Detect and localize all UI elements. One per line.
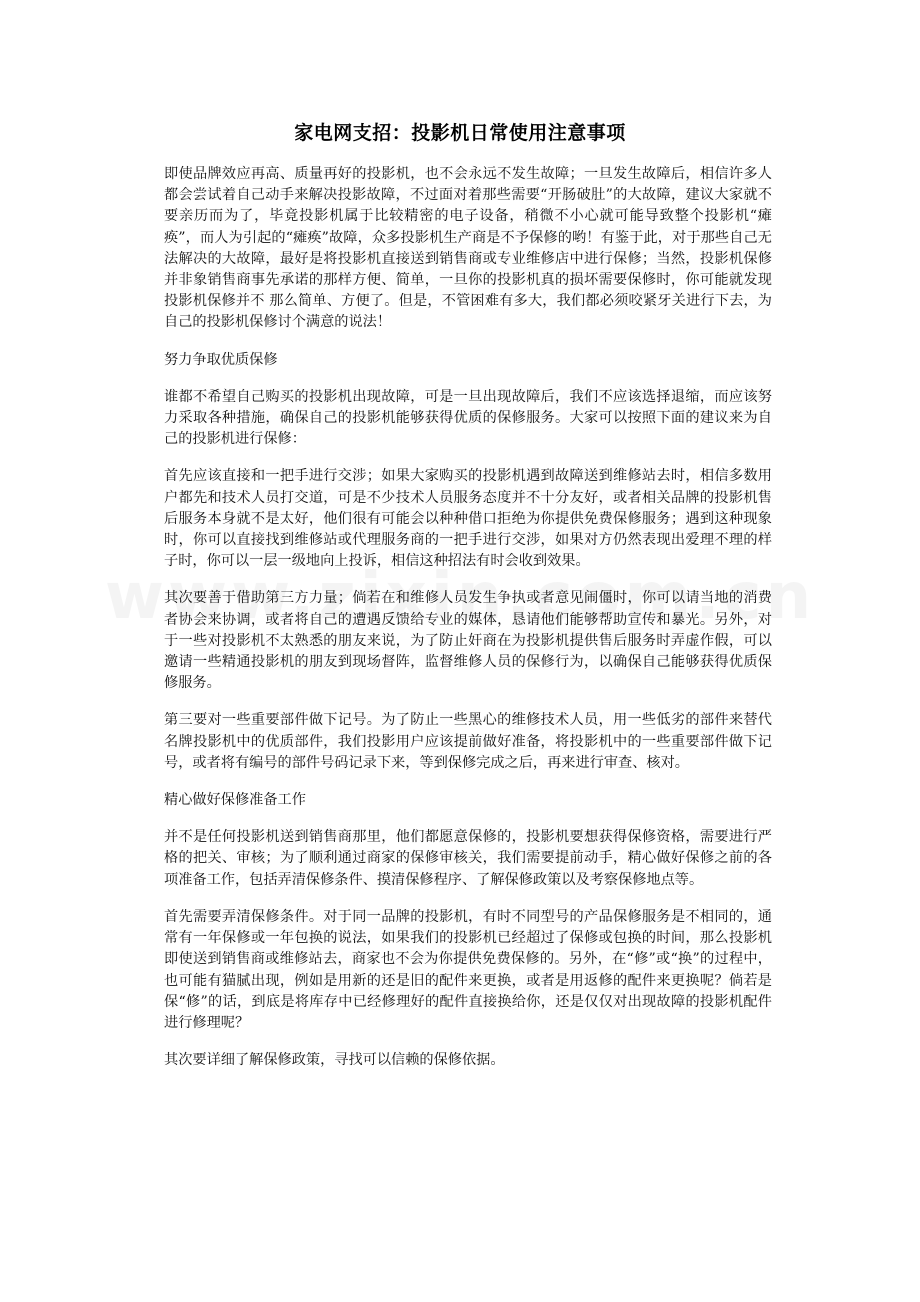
paragraph: 第三要对一些重要部件做下记号。为了防止一些黑心的维修技术人员，用一些低劣的部件来替代名牌投影机中的优质部件，我们投影用户应该提前做好准备，将投影机中的一些重要部件做下记号，或者将有编号的部件号码记录下来，等到保修完成之后，再来进行审查、核对。 [164,712,772,771]
paragraph: 其次要详细了解保修政策，寻找可以信赖的保修依据。 [164,1052,505,1069]
paragraph: 首先应该直接和一把手进行交涉；如果大家购买的投影机遇到故障送到维修站去时，相信多数用户都先和技术人员打交道，可是不少技术人员服务态度并不十分友好，或者相关品牌的投影机售后服务本身就不是太好，他们很有可能会以种种借口拒绝为你提供免费保修服务；遇到这种现象时，你可以直接找到维修站或代理服务商的一把手进行交涉，如果对方仍然表现出爱理不理的样子时，你可以一层一级地向上投诉，相信这种招法有时会收到效果。 [164,468,772,570]
paragraph: 首先需要弄清保修条件。对于同一品牌的投影机，有时不同型号的产品保修服务是不相同的，通常有一年保修或一年包换的说法，如果我们的投影机已经超过了保修或包换的时间，那么投影机即使送到销售商或维修站去，商家也不会为你提供免费保修的。另外，在“修”或“换”的过程中，也可能有猫腻出现，例如是用新的还是旧的配件来更换，或者是用返修的配件来更换呢？倘若是保“修”的话，到底是将库存中已经修理好的配件直接换给你，还是仅仅对出现故障的投影机配件进行修理呢？ [164,908,772,1031]
section-heading-quality-repair: 努力争取优质保修 [164,351,278,368]
document-title: 家电网支招：投影机日常使用注意事项 [294,122,626,144]
paragraph: 谁都不希望自己购买的投影机出现故障，可是一旦出现故障后，我们不应该选择退缩，而应该努力采取各种措施，确保自己的投影机能够获得优质的保修服务。大家可以按照下面的建议来为自己的投影机进行保修： [164,388,772,448]
section-heading-preparation: 精心做好保修准备工作 [164,792,306,809]
paragraph-intro: 即使品牌效应再高、质量再好的投影机，也不会永远不发生故障；一旦发生故障后，相信许多人都会尝试着自己动手来解决投影故障，不过面对着那些需要“开肠破肚”的大故障，建议大家就不要亲历而为了，毕竟投影机属于比较精密的电子设备，稍微不小心就可能导致整个投影机“瘫痪”，而人为引起的“瘫痪”故障，众多投影机生产商是不予保修的哟！有鉴于此，对于那些自己无法解决的大故障，最好是将投影机直接送到销售商或专业维修店中进行保修；当然，投影机保修并非象销售商事先承诺的那样方便、简单，一旦你的投影机真的损坏需要保修时，你可能就发现投影机保修并不 那么简单、方便了。但是，不管困难有多大，我们都必须咬紧牙关进行下去，为自己的投影机保修讨个满意的说法！ [164,166,772,331]
paragraph: 其次要善于借助第三方力量；倘若在和维修人员发生争执或者意见闹僵时，你可以请当地的消费者协会来协调，或者将自己的遭遇反馈给专业的媒体，恳请他们能够帮助宣传和暴光。另外，对于一些对投影机不太熟悉的朋友来说，为了防止奸商在为投影机提供售后服务时弄虚作假，可以邀请一些精通投影机的朋友到现场督阵，监督维修人员的保修行为，以确保自己能够获得优质保修服务。 [164,590,772,692]
paragraph: 并不是任何投影机送到销售商那里，他们都愿意保修的，投影机要想获得保修资格，需要进行严格的把关、审核；为了顺利通过商家的保修审核关，我们需要提前动手，精心做好保修之前的各项准备工作，包括弄清保修条件、摸清保修程序、了解保修政策以及考察保修地点等。 [164,829,772,888]
document-body [164,164,772,1087]
